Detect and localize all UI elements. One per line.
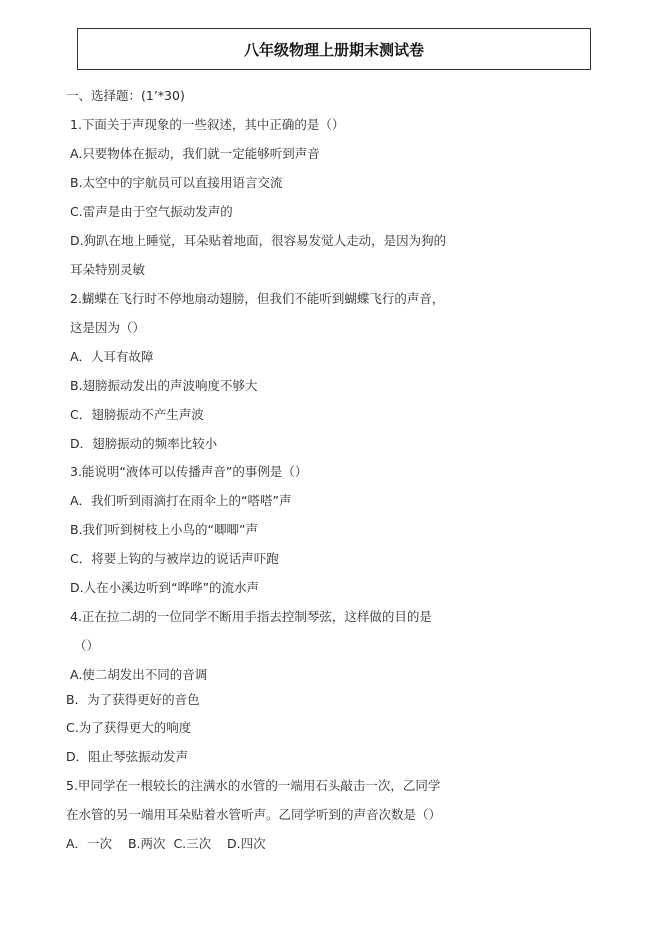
section-heading: 一、选择题：(1’*30): [66, 88, 185, 103]
q1-option-c: C.雷声是由于空气振动发声的: [70, 204, 233, 219]
q1-option-a: A.只要物体在振动，我们就一定能够听到声音: [70, 146, 320, 161]
question-5-cont: 在水管的另一端用耳朵贴着水管听声。乙同学听到的声音次数是（）: [66, 807, 442, 822]
q2-option-b: B.翅膀振动发出的声波响度不够大: [70, 378, 258, 393]
question-2-cont: 这是因为（）: [70, 320, 146, 335]
question-3: 3.能说明“液体可以传播声音”的事例是（）: [70, 464, 308, 479]
question-5: 5.甲同学在一根较长的注满水的水管的一端用石头敲击一次，乙同学: [66, 778, 441, 793]
q1-option-d-cont: 耳朵特别灵敏: [70, 262, 146, 277]
q4-option-d: D．阻止琴弦振动发声: [66, 749, 189, 764]
q1-option-d: D.狗趴在地上睡觉，耳朵贴着地面，很容易发觉人走动，是因为狗的: [70, 233, 447, 248]
q3-option-b: B.我们听到树枝上小鸟的“唧唧”声: [70, 522, 259, 537]
q2-option-c: C．翅膀振动不产生声波: [70, 407, 204, 422]
title-box: [77, 28, 591, 70]
q1-option-b: B.太空中的宇航员可以直接用语言交流: [70, 175, 283, 190]
q4-option-b: B．为了获得更好的音色: [66, 692, 200, 707]
page-title: 八年级物理上册期末测试卷: [243, 40, 424, 59]
q3-option-c: C．将要上钩的与被岸边的说话声吓跑: [70, 551, 279, 566]
q2-option-d: D．翅膀振动的频率比较小: [70, 436, 218, 451]
question-2: 2.蝴蝶在飞行时不停地扇动翅膀，但我们不能听到蝴蝶飞行的声音，: [70, 291, 445, 306]
q4-option-a: A.使二胡发出不同的音调: [70, 667, 208, 682]
q3-option-d: D.人在小溪边听到“哗哗”的流水声: [70, 580, 260, 595]
q2-option-a: A．人耳有故障: [70, 349, 154, 364]
question-1: 1.下面关于声现象的一些叙述，其中正确的是（）: [70, 117, 345, 132]
question-4-cont: （）: [74, 638, 100, 653]
question-4: 4.正在拉二胡的一位同学不断用手指去控制琴弦，这样做的目的是: [70, 609, 432, 624]
q5-options: A．一次 B.两次 C.三次 D.四次: [66, 836, 266, 851]
q4-option-c: C.为了获得更大的响度: [66, 720, 192, 735]
q3-option-a: A．我们听到雨滴打在雨伞上的“嗒嗒”声: [70, 493, 292, 508]
